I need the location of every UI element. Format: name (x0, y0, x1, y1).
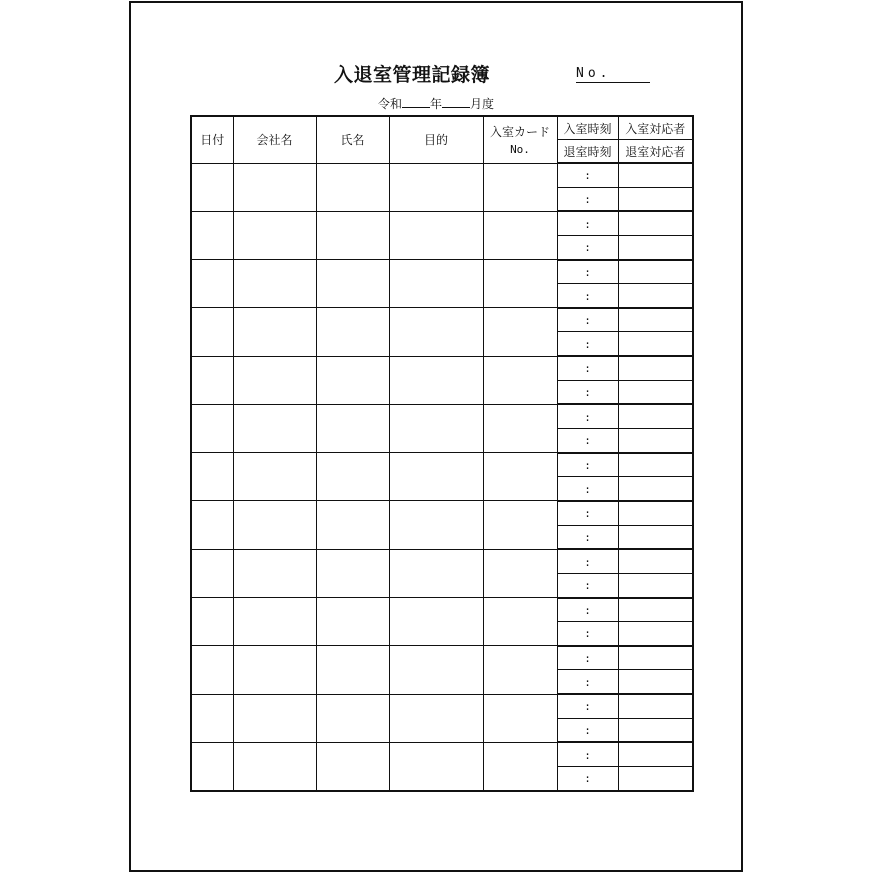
purpose-cell[interactable] (389, 646, 483, 694)
exit-time-cell[interactable] (557, 380, 618, 404)
purpose-cell[interactable] (389, 453, 483, 501)
entry-time-cell[interactable] (557, 308, 618, 332)
entry-staff-cell[interactable] (618, 163, 693, 187)
entry-staff-cell[interactable] (618, 308, 693, 332)
table-row (191, 260, 693, 284)
entry-staff-cell[interactable] (618, 260, 693, 284)
table-row (191, 694, 693, 718)
header-exit-time: 退室時刻 (557, 140, 618, 164)
entry-time-cell[interactable] (557, 742, 618, 766)
time-separator: : (584, 434, 591, 448)
exit-time-cell[interactable] (557, 525, 618, 549)
time-separator: : (584, 530, 591, 544)
company-cell[interactable] (233, 308, 316, 356)
time-separator: : (584, 555, 591, 569)
table-row (191, 211, 693, 235)
name-cell[interactable] (316, 260, 389, 308)
card-cell[interactable] (483, 163, 557, 211)
entry-staff-cell[interactable] (618, 211, 693, 235)
time-separator: : (584, 265, 591, 279)
entry-time-cell[interactable] (557, 694, 618, 718)
company-cell[interactable] (233, 163, 316, 211)
exit-staff-cell[interactable] (618, 573, 693, 597)
entry-staff-cell[interactable] (618, 453, 693, 477)
exit-time-cell[interactable] (557, 670, 618, 694)
purpose-cell[interactable] (389, 163, 483, 211)
date-cell[interactable] (191, 211, 233, 259)
company-cell[interactable] (233, 549, 316, 597)
exit-staff-cell[interactable] (618, 525, 693, 549)
card-cell[interactable] (483, 742, 557, 790)
header-name: 氏名 (316, 116, 389, 163)
purpose-cell[interactable] (389, 501, 483, 549)
month-blank (442, 96, 470, 108)
header-purpose: 目的 (389, 116, 483, 163)
exit-staff-cell[interactable] (618, 187, 693, 211)
entry-staff-cell[interactable] (618, 549, 693, 573)
table-row (191, 646, 693, 670)
entry-staff-cell[interactable] (618, 404, 693, 428)
time-separator: : (584, 482, 591, 496)
card-cell[interactable] (483, 308, 557, 356)
name-cell[interactable] (316, 163, 389, 211)
exit-staff-cell[interactable] (618, 622, 693, 646)
header-exit-staff: 退室対応者 (618, 140, 693, 164)
exit-time-cell[interactable] (557, 477, 618, 501)
company-cell[interactable] (233, 211, 316, 259)
date-cell[interactable] (191, 646, 233, 694)
purpose-cell[interactable] (389, 694, 483, 742)
form-title: 入退室管理記録簿 (334, 64, 491, 86)
time-separator: : (584, 579, 591, 593)
exit-time-cell[interactable] (557, 767, 618, 791)
entry-time-cell[interactable] (557, 501, 618, 525)
entry-staff-cell[interactable] (618, 501, 693, 525)
time-separator: : (584, 362, 591, 376)
name-cell[interactable] (316, 646, 389, 694)
time-separator: : (584, 410, 591, 424)
company-cell[interactable] (233, 260, 316, 308)
time-separator: : (584, 169, 591, 183)
date-cell[interactable] (191, 260, 233, 308)
card-cell[interactable] (483, 211, 557, 259)
date-cell[interactable] (191, 308, 233, 356)
table-row (191, 404, 693, 428)
date-cell[interactable] (191, 501, 233, 549)
purpose-cell[interactable] (389, 742, 483, 790)
exit-time-cell[interactable] (557, 284, 618, 308)
exit-staff-cell[interactable] (618, 380, 693, 404)
exit-time-cell[interactable] (557, 718, 618, 742)
table-row (191, 356, 693, 380)
header-card (483, 116, 557, 163)
exit-time-cell[interactable] (557, 332, 618, 356)
time-separator: : (584, 459, 591, 472)
exit-time-cell[interactable] (557, 429, 618, 453)
company-cell[interactable] (233, 646, 316, 694)
month-suffix: 月度 (470, 97, 495, 111)
card-cell[interactable] (483, 501, 557, 549)
company-cell[interactable] (233, 598, 316, 646)
header-card-label: 入室カード (489, 125, 550, 140)
company-cell[interactable] (233, 404, 316, 452)
card-cell[interactable] (483, 646, 557, 694)
time-separator: : (584, 289, 591, 303)
date-cell[interactable] (191, 163, 233, 211)
card-cell[interactable] (483, 356, 557, 404)
company-cell[interactable] (233, 694, 316, 742)
exit-staff-cell[interactable] (618, 235, 693, 259)
header-date: 日付 (191, 116, 233, 163)
time-separator: : (584, 772, 591, 786)
name-cell[interactable] (316, 549, 389, 597)
exit-time-cell[interactable] (557, 187, 618, 211)
card-cell[interactable] (483, 404, 557, 452)
period-line (378, 95, 494, 112)
time-separator: : (584, 724, 591, 738)
purpose-cell[interactable] (389, 549, 483, 597)
table-row (191, 453, 693, 477)
name-cell[interactable] (316, 308, 389, 356)
entry-time-cell[interactable] (557, 163, 618, 187)
time-separator: : (584, 700, 591, 714)
company-cell[interactable] (233, 356, 316, 404)
card-cell[interactable] (483, 453, 557, 501)
time-separator: : (584, 386, 591, 400)
year-suffix: 年 (430, 97, 443, 111)
purpose-cell[interactable] (389, 211, 483, 259)
name-cell[interactable] (316, 742, 389, 790)
exit-staff-cell[interactable] (618, 767, 693, 791)
exit-time-cell[interactable] (557, 235, 618, 259)
entry-time-cell[interactable] (557, 453, 618, 477)
time-separator: : (584, 603, 591, 617)
purpose-cell[interactable] (389, 356, 483, 404)
name-cell[interactable] (316, 211, 389, 259)
purpose-cell[interactable] (389, 308, 483, 356)
time-separator: : (584, 652, 591, 666)
time-separator: : (584, 627, 591, 641)
name-cell[interactable] (316, 501, 389, 549)
year-blank (402, 96, 430, 108)
entry-staff-cell[interactable] (618, 646, 693, 670)
card-cell[interactable] (483, 598, 557, 646)
time-separator: : (584, 241, 591, 255)
exit-time-cell[interactable] (557, 573, 618, 597)
time-separator: : (584, 748, 591, 762)
time-separator: : (584, 507, 591, 521)
time-separator: : (584, 337, 591, 351)
entry-log-table (190, 115, 694, 792)
date-cell[interactable] (191, 598, 233, 646)
table-row (191, 308, 693, 332)
time-separator: : (584, 217, 591, 231)
entry-staff-cell[interactable] (618, 694, 693, 718)
exit-time-cell[interactable] (557, 622, 618, 646)
time-separator: : (584, 675, 591, 689)
entry-time-cell[interactable] (557, 598, 618, 622)
table-row (191, 163, 693, 187)
time-separator: : (584, 314, 591, 328)
purpose-cell[interactable] (389, 260, 483, 308)
entry-time-cell[interactable] (557, 211, 618, 235)
header-card-no: No. (510, 143, 530, 157)
entry-staff-cell[interactable] (618, 356, 693, 380)
entry-time-cell[interactable] (557, 356, 618, 380)
entry-time-cell[interactable] (557, 549, 618, 573)
company-cell[interactable] (233, 501, 316, 549)
date-cell[interactable] (191, 742, 233, 790)
table-row (191, 598, 693, 622)
name-cell[interactable] (316, 453, 389, 501)
table-row (191, 549, 693, 573)
purpose-cell[interactable] (389, 598, 483, 646)
exit-staff-cell[interactable] (618, 718, 693, 742)
purpose-cell[interactable] (389, 404, 483, 452)
entry-staff-cell[interactable] (618, 742, 693, 766)
exit-staff-cell[interactable] (618, 284, 693, 308)
document-number-field: No. (576, 66, 650, 83)
table-row (191, 742, 693, 766)
entry-time-cell[interactable] (557, 646, 618, 670)
exit-staff-cell[interactable] (618, 670, 693, 694)
date-cell[interactable] (191, 549, 233, 597)
exit-staff-cell[interactable] (618, 477, 693, 501)
header-entry-staff: 入室対応者 (618, 116, 693, 140)
header-entry-time: 入室時刻 (557, 116, 618, 140)
date-cell[interactable] (191, 453, 233, 501)
card-cell[interactable] (483, 260, 557, 308)
name-cell[interactable] (316, 694, 389, 742)
entry-staff-cell[interactable] (618, 598, 693, 622)
time-separator: : (584, 192, 591, 206)
entry-time-cell[interactable] (557, 260, 618, 284)
card-cell[interactable] (483, 549, 557, 597)
exit-staff-cell[interactable] (618, 332, 693, 356)
exit-staff-cell[interactable] (618, 429, 693, 453)
name-cell[interactable] (316, 598, 389, 646)
era-label: 令和 (378, 97, 403, 111)
table-row (191, 501, 693, 525)
card-cell[interactable] (483, 694, 557, 742)
company-cell[interactable] (233, 742, 316, 790)
name-cell[interactable] (316, 404, 389, 452)
entry-time-cell[interactable] (557, 404, 618, 428)
header-company: 会社名 (233, 116, 316, 163)
date-cell[interactable] (191, 404, 233, 452)
date-cell[interactable] (191, 356, 233, 404)
company-cell[interactable] (233, 453, 316, 501)
name-cell[interactable] (316, 356, 389, 404)
date-cell[interactable] (191, 694, 233, 742)
